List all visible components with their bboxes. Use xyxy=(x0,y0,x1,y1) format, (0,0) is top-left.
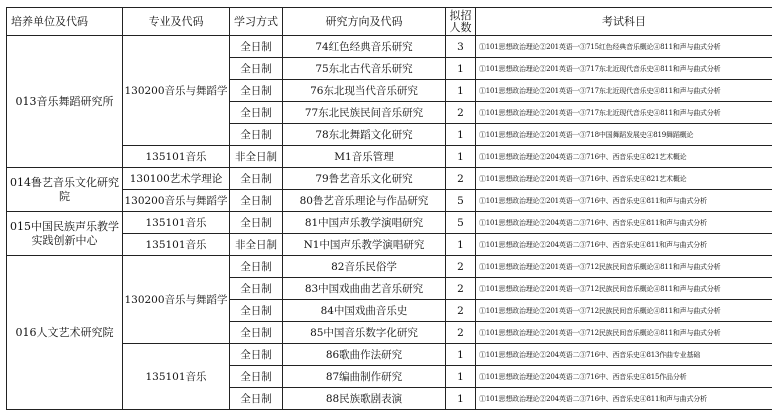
exam-cell: ①101思想政治理论②201英语一③718中国舞蹈发展史④819舞蹈概论 xyxy=(476,124,772,146)
count-cell: 2 xyxy=(446,300,476,322)
count-cell: 2 xyxy=(446,322,476,344)
mode-cell: 全日制 xyxy=(230,102,283,124)
header-row xyxy=(7,8,772,36)
mode-cell: 全日制 xyxy=(230,168,283,190)
mode-cell: 全日制 xyxy=(230,124,283,146)
exam-cell: ①101思想政治理论②201英语一③715红色经典音乐概论④811和声与曲式分析 xyxy=(476,36,772,58)
exam-cell: ①101思想政治理论②201英语一③712民族民间音乐概论④811和声与曲式分析 xyxy=(476,256,772,278)
exam-cell: ①101思想政治理论②204英语二③716中、西音乐史④813作曲专业基础 xyxy=(476,344,772,366)
header-major: 专业及代码 xyxy=(123,8,230,36)
table-row xyxy=(7,36,772,58)
count-cell: 1 xyxy=(446,388,476,410)
header-exam: 考试科目 xyxy=(476,8,772,36)
count-cell: 5 xyxy=(446,190,476,212)
mode-cell: 全日制 xyxy=(230,80,283,102)
exam-cell: ①101思想政治理论②201英语一③716中、西音乐史④811和声与曲式分析 xyxy=(476,190,772,212)
header-unit: 培养单位及代码 xyxy=(7,8,123,36)
exam-cell: ①101思想政治理论②201英语一③717东北近现代音乐史④811和声与曲式分析 xyxy=(476,80,772,102)
unit-cell: 014鲁艺音乐文化研究院 xyxy=(7,168,123,212)
count-cell: 1 xyxy=(446,58,476,80)
mode-cell: 全日制 xyxy=(230,36,283,58)
count-cell: 1 xyxy=(446,146,476,168)
major-cell: 130100艺术学理论 xyxy=(123,168,230,190)
exam-cell: ①101思想政治理论②201英语一③716中、西音乐史④821艺术概论 xyxy=(476,168,772,190)
mode-cell: 全日制 xyxy=(230,278,283,300)
mode-cell: 非全日制 xyxy=(230,146,283,168)
direction-cell: 82音乐民俗学 xyxy=(283,256,446,278)
mode-cell: 全日制 xyxy=(230,212,283,234)
direction-cell: 86歌曲作法研究 xyxy=(283,344,446,366)
count-cell: 1 xyxy=(446,344,476,366)
direction-cell: 78东北舞蹈文化研究 xyxy=(283,124,446,146)
header-count: 拟招人数 xyxy=(446,8,476,36)
count-cell: 3 xyxy=(446,36,476,58)
direction-cell: 77东北民族民间音乐研究 xyxy=(283,102,446,124)
major-cell: 130200音乐与舞蹈学 xyxy=(123,190,230,212)
table-row xyxy=(7,212,772,234)
mode-cell: 全日制 xyxy=(230,190,283,212)
direction-cell: 75东北古代音乐研究 xyxy=(283,58,446,80)
table-row xyxy=(7,256,772,278)
count-cell: 2 xyxy=(446,102,476,124)
major-cell: 130200音乐与舞蹈学 xyxy=(123,256,230,344)
header-mode: 学习方式 xyxy=(230,8,283,36)
exam-cell: ①101思想政治理论②204英语二③716中、西音乐史④811和声与曲式分析 xyxy=(476,388,772,410)
count-cell: 2 xyxy=(446,256,476,278)
mode-cell: 全日制 xyxy=(230,256,283,278)
count-cell: 2 xyxy=(446,278,476,300)
exam-cell: ①101思想政治理论②204英语二③716中、西音乐史④811和声与曲式分析 xyxy=(476,212,772,234)
direction-cell: 81中国声乐教学演唱研究 xyxy=(283,212,446,234)
major-cell: 135101音乐 xyxy=(123,234,230,256)
table-row xyxy=(7,168,772,190)
direction-cell: 79鲁艺音乐文化研究 xyxy=(283,168,446,190)
mode-cell: 全日制 xyxy=(230,388,283,410)
mode-cell: 非全日制 xyxy=(230,234,283,256)
exam-cell: ①101思想政治理论②201英语一③712民族民间音乐概论④811和声与曲式分析 xyxy=(476,322,772,344)
direction-cell: 83中国戏曲曲艺音乐研究 xyxy=(283,278,446,300)
count-cell: 2 xyxy=(446,168,476,190)
enrollment-table xyxy=(6,7,772,410)
direction-cell: N1中国声乐教学演唱研究 xyxy=(283,234,446,256)
unit-cell: 015中国民族声乐教学实践创新中心 xyxy=(7,212,123,256)
count-cell: 1 xyxy=(446,234,476,256)
mode-cell: 全日制 xyxy=(230,322,283,344)
direction-cell: 88民族歌剧表演 xyxy=(283,388,446,410)
exam-cell: ①101思想政治理论②204英语二③716中、西音乐史④815作品分析 xyxy=(476,366,772,388)
exam-cell: ①101思想政治理论②201英语一③717东北近现代音乐史④811和声与曲式分析 xyxy=(476,58,772,80)
count-cell: 1 xyxy=(446,124,476,146)
major-cell: 135101音乐 xyxy=(123,344,230,410)
exam-cell: ①101思想政治理论②204英语二③716中、西音乐史④821艺术概论 xyxy=(476,146,772,168)
header-direction: 研究方向及代码 xyxy=(283,8,446,36)
unit-cell: 016人文艺术研究院 xyxy=(7,256,123,410)
direction-cell: 76东北现当代音乐研究 xyxy=(283,80,446,102)
mode-cell: 全日制 xyxy=(230,344,283,366)
mode-cell: 全日制 xyxy=(230,366,283,388)
count-cell: 1 xyxy=(446,366,476,388)
count-cell: 1 xyxy=(446,80,476,102)
direction-cell: 80鲁艺音乐理论与作品研究 xyxy=(283,190,446,212)
direction-cell: M1音乐管理 xyxy=(283,146,446,168)
direction-cell: 85中国音乐数字化研究 xyxy=(283,322,446,344)
mode-cell: 全日制 xyxy=(230,58,283,80)
exam-cell: ①101思想政治理论②201英语一③712民族民间音乐概论④811和声与曲式分析 xyxy=(476,278,772,300)
major-cell: 135101音乐 xyxy=(123,146,230,168)
major-cell: 130200音乐与舞蹈学 xyxy=(123,36,230,146)
unit-cell: 013音乐舞蹈研究所 xyxy=(7,36,123,168)
exam-cell: ①101思想政治理论②204英语二③716中、西音乐史④811和声与曲式分析 xyxy=(476,234,772,256)
count-cell: 5 xyxy=(446,212,476,234)
major-cell: 135101音乐 xyxy=(123,212,230,234)
direction-cell: 84中国戏曲音乐史 xyxy=(283,300,446,322)
direction-cell: 74红色经典音乐研究 xyxy=(283,36,446,58)
exam-cell: ①101思想政治理论②201英语一③717东北近现代音乐史④811和声与曲式分析 xyxy=(476,102,772,124)
mode-cell: 全日制 xyxy=(230,300,283,322)
direction-cell: 87编曲制作研究 xyxy=(283,366,446,388)
exam-cell: ①101思想政治理论②201英语一③712民族民间音乐概论④811和声与曲式分析 xyxy=(476,300,772,322)
